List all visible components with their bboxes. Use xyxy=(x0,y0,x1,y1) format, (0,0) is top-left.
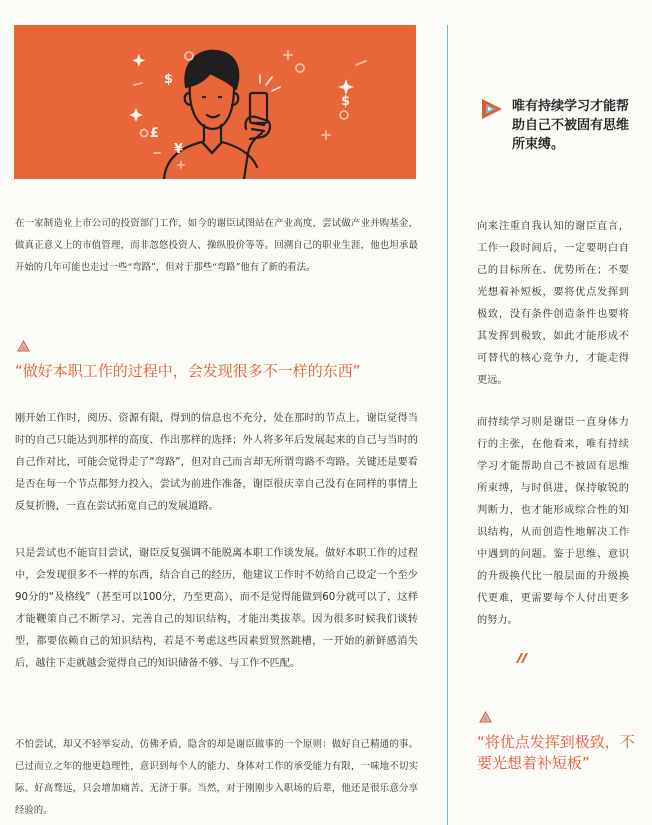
sidebar-paragraph: 而持续学习则是谢臣一直身体力行的主张，在他看来，唯有持续学习才能帮助自己不被固有思维所束缚，与时俱进，保持敏锐的判断力，也才能形成综合性的知识结构，从而创造性地解决工作中遇到的问题。鉴于思维、意识的升级换代比一般层面的升级换代更难，更需要每个人付出更多的努力。 xyxy=(477,417,629,626)
pull-quote-bottom: “将优点发挥到极致，不要光想着补短板” xyxy=(477,733,635,772)
pull-quote-top xyxy=(480,97,632,154)
hero-illustration xyxy=(14,25,416,179)
svg-text:¥: ¥ xyxy=(174,142,184,157)
pull-quote-text: 唯有持续学习才能帮助自己不被固有思维所束缚。 xyxy=(512,99,630,152)
svg-text:$: $ xyxy=(164,72,174,87)
end-mark-icon xyxy=(514,652,530,664)
triangle-icon xyxy=(17,340,30,352)
body-paragraph: 刚开始工作时，阅历、资源有限，得到的信息也不充分，处在那时的节点上，谢臣觉得当时的自己只能达到那样的高度、作出那样的选择；外人将多年后发展起来的自己与当时的自己作对比，可能会觉得走了“弯路”，但对自己而言却无所谓弯路不弯路。关键还是要看是否在每一个节点都努力投入，尝试为前进作准备，谢臣很庆幸自己没有在同样的事情上反复折腾，一直在尝试拓宽自己的发展道路。 xyxy=(15,413,418,512)
svg-text:$: $ xyxy=(341,94,351,109)
svg-text:£: £ xyxy=(150,126,160,141)
person-holding-phone-icon xyxy=(14,25,416,179)
body-paragraph: 只是尝试也不能盲目尝试，谢臣反复强调不能脱离本职工作谈发展。做好本职工作的过程中，会发现很多不一样的东西，结合自己的经历，他建议工作时不妨给自己设定一个至少90分的“及格线”（甚至可以100分，乃至更高），而不是觉得能做到60分就可以了，这样才能鞭策自己不断学习、完善自己的知识结构，才能出类拔萃。因为很多时候我们谈转型，都要依赖自己的知识结构，若是不考虑这些因素贸贸然跳槽，一开始的新鲜感消失后，越往下走就越会觉得自己的知识储备不够、与工作不匹配。 xyxy=(15,548,418,669)
closing-paragraph: 不怕尝试，却又不轻举妄动，仿佛矛盾，隐含的却是谢臣做事的一个原则：做好自己精通的事。已过而立之年的他更趋理性，意识到每个人的能力、身体对工作的承受能力有限，一味地不切实际、好高骛远，只会增加痛苦、无济于事。当然，对于刚刚步入职场的后辈，他还是很乐意分享经验的。 xyxy=(15,739,418,816)
column-divider xyxy=(447,25,448,825)
section-heading: “做好本职工作的过程中，会发现很多不一样的东西” xyxy=(15,362,361,380)
play-icon xyxy=(480,97,504,121)
intro-paragraph: 在一家制造业上市公司的投资部门工作，如今的谢臣试图站在产业高度，尝试做产业并购基金，做真正意义上的市值管理，而非忽悠投资人、操纵股价等等。回溯自己的职业生涯，他也坦承最开始的几年可能也走过一些“弯路”，但对于那些“弯路”他有了新的看法。 xyxy=(15,218,418,273)
sidebar-paragraph: 向来注重自我认知的谢臣直言，工作一段时间后，一定要明白自己的目标所在、优势所在；不要光想着补短板，要将优点发挥到极致，没有条件创造条件也要将其发挥到极致，如此才能形成不可替代的核心竞争力，才能走得更远。 xyxy=(477,221,629,386)
triangle-icon xyxy=(479,711,492,723)
